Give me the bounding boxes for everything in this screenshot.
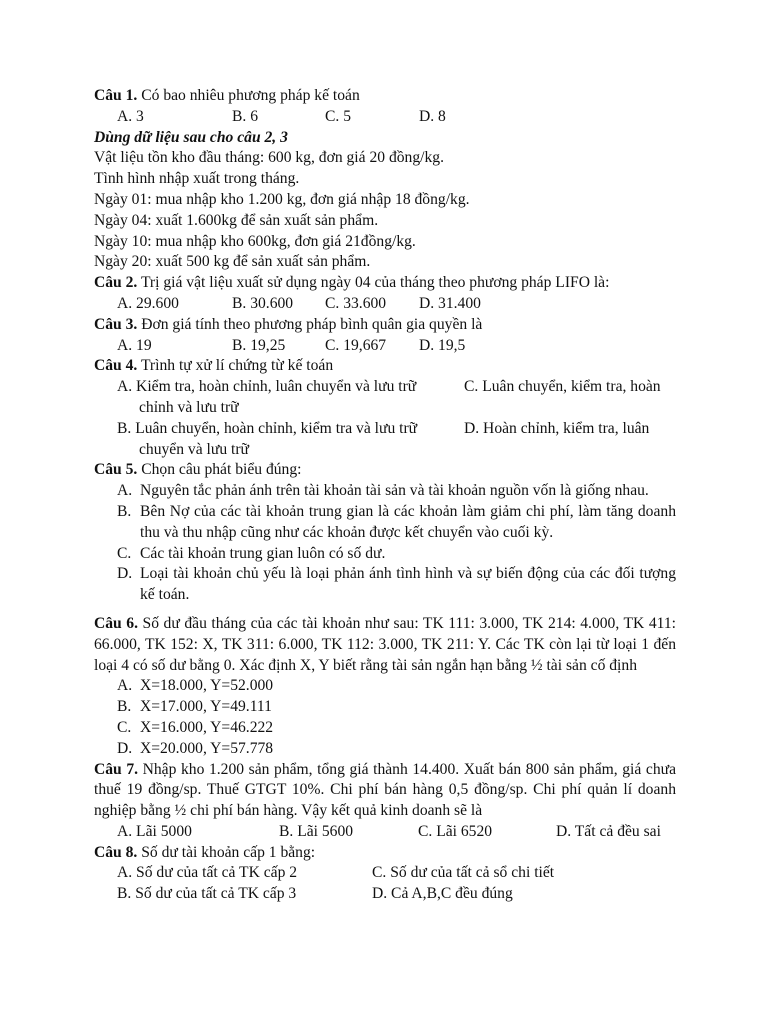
question-4 — [94, 356, 676, 377]
question-2-options — [94, 294, 676, 315]
option-letter: D. — [117, 565, 133, 583]
section-heading: Dùng dữ liệu sau cho câu 2, 3 — [94, 128, 288, 146]
exam-page — [94, 86, 676, 905]
option-d: D. 19,5 — [419, 336, 466, 354]
question-label: Câu 7. — [94, 760, 139, 778]
question-text: Nhập kho 1.200 sản phẩm, tổng giá thành 14.400. Xuất bán 800 sản phẩm, giá chưa thuế 19 đồng/sp. Thuế GTGT 10%. Chi phí bán hàng 0,5 đồng/sp. Chi phí quản lí doanh nghiệp bằng ½ chi phí bán hàng. Vậy kết quả kinh doanh sẽ là — [94, 760, 676, 820]
option-text: Loại tài khoản chủ yếu là loại phản ánh tình hình và sự biến động của các đối tượng kế toán. — [140, 565, 676, 604]
option-b — [94, 697, 676, 718]
option-text: X=18.000, Y=52.000 — [140, 677, 274, 695]
option-c: C. Luân chuyển, kiểm tra, hoàn — [464, 378, 661, 396]
option-letter: C. — [117, 718, 132, 736]
question-8-options-row-1 — [94, 863, 676, 884]
option-b: B. Lãi 5600 — [279, 822, 354, 840]
question-text: Số dư đầu tháng của các tài khoản như sau: TK 111: 3.000, TK 214: 4.000, TK 411: 66.000, TK 152: X, TK 311: 6.000, TK 112: 3.000, TK 211: Y. Các TK còn lại từ loại 1 đến loại 4 có số dư bằng 0. Xác định X, Y biết rằng tài sản ngắn hạn bằng ½ tài sản cố định — [94, 614, 676, 674]
option-text: X=17.000, Y=49.111 — [140, 698, 272, 716]
option-d: D. Hoàn chỉnh, kiểm tra, luân — [464, 419, 650, 437]
option-text: X=20.000, Y=57.778 — [140, 739, 274, 757]
option-d: D. Tất cả đều sai — [556, 822, 661, 840]
option-text: Nguyên tắc phản ánh trên tài khoản tài sản và tài khoản nguồn vốn là giống nhau. — [140, 482, 649, 500]
option-d — [94, 564, 676, 606]
option-d: D. 31.400 — [419, 294, 481, 312]
question-label: Câu 6. — [94, 614, 138, 632]
question-label: Câu 8. — [94, 843, 138, 861]
option-c-continued: chỉnh và lưu trữ — [139, 398, 239, 416]
option-b: B. 30.600 — [232, 294, 294, 312]
data-line: Ngày 10: mua nhập kho 600kg, đơn giá 21đồng/kg. — [94, 232, 416, 250]
data-line: Tình hình nhập xuất trong tháng. — [94, 170, 300, 188]
question-3-options — [94, 336, 676, 357]
option-c: C. Lãi 6520 — [418, 822, 493, 840]
data-line: Ngày 20: xuất 500 kg để sản xuất sản phẩm. — [94, 253, 371, 271]
option-c: C. 33.600 — [325, 294, 387, 312]
option-d — [94, 739, 676, 760]
option-b: B. Số dư của tất cả TK cấp 3 — [117, 885, 297, 903]
question-4-options-row-1 — [94, 377, 676, 398]
option-b — [94, 502, 676, 544]
option-c: C. 5 — [325, 107, 351, 125]
option-b: B. 19,25 — [232, 336, 286, 354]
data-line: Ngày 01: mua nhập kho 1.200 kg, đơn giá nhập 18 đồng/kg. — [94, 190, 470, 208]
option-letter: D. — [117, 739, 133, 757]
option-d: D. Cả A,B,C đều đúng — [372, 885, 513, 903]
option-a: A. 3 — [117, 107, 144, 125]
spacer — [94, 606, 676, 614]
question-1-options — [94, 107, 676, 128]
option-text: Các tài khoản trung gian luôn có số dư. — [140, 544, 386, 562]
question-3 — [94, 315, 676, 336]
option-c — [94, 718, 676, 739]
question-7 — [94, 760, 676, 822]
option-c: C. Số dư của tất cả sổ chi tiết — [372, 864, 555, 882]
question-2 — [94, 273, 676, 294]
question-1 — [94, 86, 676, 107]
data-line: Ngày 04: xuất 1.600kg để sản xuất sản phẩm. — [94, 211, 379, 229]
question-label: Câu 5. — [94, 461, 138, 479]
question-text: Có bao nhiêu phương pháp kế toán — [137, 87, 360, 104]
question-text: Đơn giá tính theo phương pháp bình quân gia quyền là — [137, 315, 483, 333]
question-text: Trình tự xử lí chứng từ kế toán — [137, 357, 334, 375]
data-line: Vật liệu tồn kho đầu tháng: 600 kg, đơn giá 20 đồng/kg. — [94, 149, 444, 167]
option-text: Bên Nợ của các tài khoản trung gian là các khoản làm giảm chi phí, làm tăng doanh thu và thu nhập cũng như các khoản được kết chuyển vào cuối kỳ. — [140, 502, 676, 541]
option-d: D. 8 — [419, 107, 446, 125]
option-d-continued: chuyển và lưu trữ — [139, 440, 250, 458]
option-a — [94, 481, 676, 502]
question-6 — [94, 614, 676, 676]
option-b: B. 6 — [232, 107, 258, 125]
option-b: B. Luân chuyển, hoàn chỉnh, kiểm tra và lưu trữ — [117, 419, 418, 437]
option-a: A. 19 — [117, 336, 152, 354]
option-a: A. 29.600 — [117, 294, 179, 312]
option-letter: A. — [117, 677, 133, 695]
question-5 — [94, 460, 676, 481]
question-4-options-row-2 — [94, 419, 676, 440]
question-text: Trị giá vật liệu xuất sử dụng ngày 04 của tháng theo phương pháp LIFO là: — [137, 274, 610, 292]
option-a: A. Kiểm tra, hoàn chỉnh, luân chuyển và lưu trữ — [117, 378, 417, 396]
option-c — [94, 544, 676, 565]
question-label: Câu 2. — [94, 274, 138, 292]
question-label: Câu 1. — [94, 87, 138, 104]
option-letter: B. — [117, 502, 132, 520]
question-label: Câu 4. — [94, 357, 138, 375]
question-7-options — [94, 822, 676, 843]
option-a: A. Lãi 5000 — [117, 822, 192, 840]
option-a: A. Số dư của tất cả TK cấp 2 — [117, 864, 298, 882]
option-letter: B. — [117, 698, 132, 716]
question-8 — [94, 843, 676, 864]
question-text: Chọn câu phát biểu đúng: — [137, 461, 302, 479]
option-letter: A. — [117, 482, 133, 500]
option-a — [94, 676, 676, 697]
option-letter: C. — [117, 544, 132, 562]
option-text: X=16.000, Y=46.222 — [140, 718, 274, 736]
option-c: C. 19,667 — [325, 336, 387, 354]
question-label: Câu 3. — [94, 315, 138, 333]
question-text: Số dư tài khoản cấp 1 bằng: — [137, 843, 316, 861]
question-8-options-row-2 — [94, 884, 676, 905]
